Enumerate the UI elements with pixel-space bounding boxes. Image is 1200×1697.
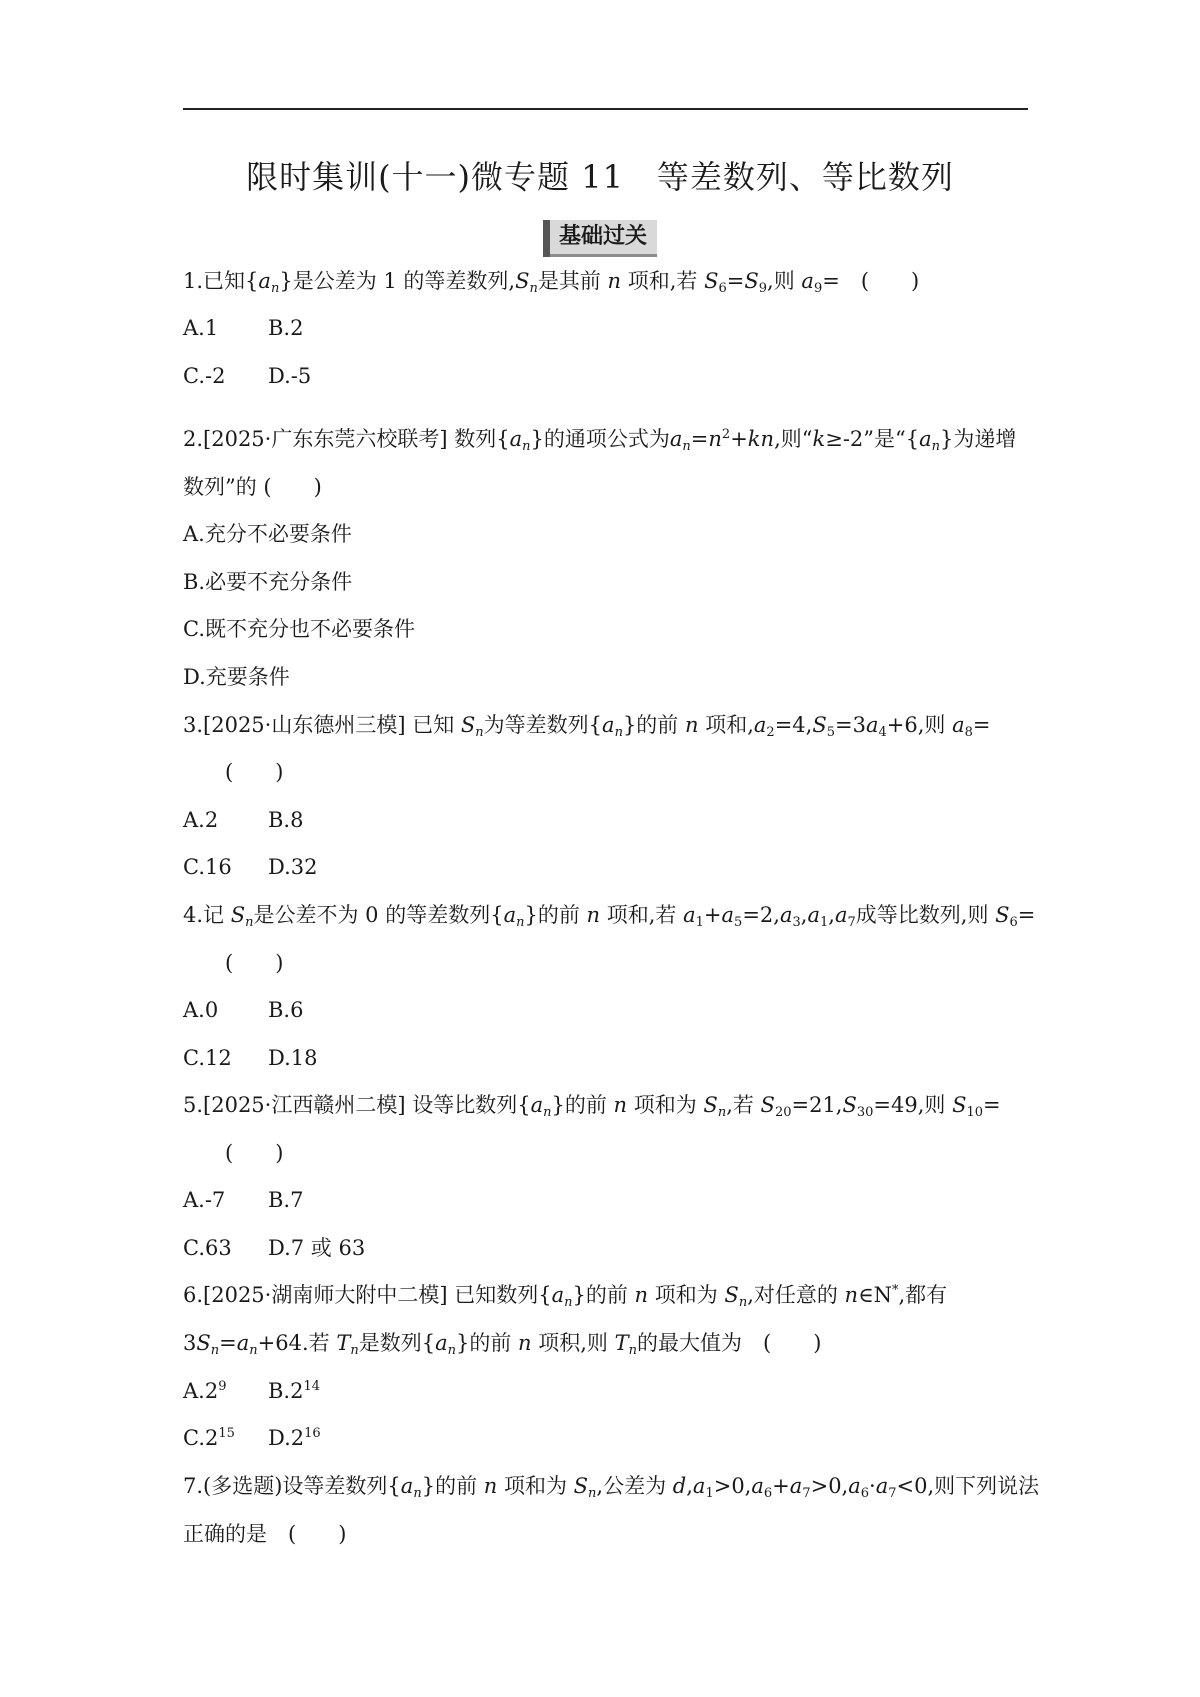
section-badge: 基础过关 <box>543 220 657 257</box>
option-d[interactable]: D.18 <box>268 1046 318 1070</box>
question-3-stem-line-1: 3.[2025·山东德州三模] 已知 $S_n$为等差数列$\{a_n\}$的前 n 项和$,a_2=4,S_5=3a_4+6$,则 $a_8=$ <box>183 713 991 740</box>
option-b[interactable]: B.6 <box>268 998 304 1022</box>
option-d[interactable]: D.充要条件 <box>183 665 290 689</box>
option-b[interactable]: B.7 <box>268 1188 304 1212</box>
answer-bracket: ( ) <box>225 760 284 784</box>
option-b[interactable]: B.8 <box>268 808 304 832</box>
option-c[interactable]: C.既不充分也不必要条件 <box>183 617 415 641</box>
question-6-stem-line-2: $3S_n=a_n+64$.若 $T_n$是数列$\{a_n\}$的前 n 项积,则 $T_n$的最大值为 ( ) <box>183 1331 822 1358</box>
question-5-options-row-2 <box>183 1233 366 1263</box>
option-b[interactable]: B.必要不充分条件 <box>183 570 353 594</box>
option-d[interactable]: D.7 或 63 <box>268 1236 366 1260</box>
option-c[interactable]: C.16 <box>183 855 232 879</box>
option-d[interactable]: $D.2^{16}$ <box>268 1426 321 1450</box>
option-d[interactable]: D.32 <box>268 855 318 879</box>
question-2-stem-line-2: 数列”的 ( ) <box>183 475 322 499</box>
top-rule <box>183 108 1028 110</box>
question-5-options-row-1 <box>183 1185 353 1215</box>
question-1-stem: 1.已知$\{a_n\}$是公差为 1 的等差数列$,S_n$是其前 n 项和,若 $S_6=S_9$,则 $a_9=$ ( ) <box>183 269 920 296</box>
question-6-options-row-2 <box>183 1423 353 1453</box>
option-b[interactable]: B.2 <box>268 316 304 340</box>
option-c[interactable]: C.63 <box>183 1236 232 1260</box>
question-1-options-row-1 <box>183 313 353 343</box>
option-d[interactable]: D.-5 <box>268 364 312 388</box>
question-7-stem-line-1: 7.(多选题)设等差数列$\{a_n\}$的前 n 项和为 $S_n$,公差为 $d,a_1>0,a_6+a_7>0,a_6\cdot a_7<0$,则下列说法 <box>183 1474 1040 1501</box>
question-5-stem-line-1: 5.[2025·江西赣州二模] 设等比数列$\{a_n\}$的前 n 项和为 $S_n$,若 $S_{20}=21,S_{30}=49$,则 $S_{10}=$ <box>183 1093 1001 1120</box>
option-a[interactable]: A.1 <box>183 316 219 340</box>
question-7-stem-line-2: 正确的是 ( ) <box>183 1522 347 1546</box>
answer-bracket: ( ) <box>225 1141 284 1165</box>
question-3-options-row-1 <box>183 805 353 835</box>
question-6-stem-line-1: 6.[2025·湖南师大附中二模] 已知数列$\{a_n\}$的前 n 项和为 $S_n$,对任意的 n∈N*,都有 <box>183 1283 948 1310</box>
question-2-stem-line-1: 2.[2025·广东东莞六校联考] 数列$\{a_n\}$的通项公式为$a_n=n^2+kn$,则“k≥-2”是“$\{a_n\}$为递增 <box>183 427 1017 454</box>
question-4-stem-line-1: 4.记 $S_n$是公差不为 0 的等差数列$\{a_n\}$的前 n 项和,若 $a_1+a_5=2,a_3,a_1,a_7$成等比数列,则 $S_6=$ <box>183 903 1036 930</box>
option-c[interactable]: C.12 <box>183 1046 232 1070</box>
question-4-options-row-2 <box>183 1043 353 1073</box>
section-badge-wrap <box>0 220 1200 257</box>
question-6-options-row-1 <box>183 1376 353 1406</box>
answer-bracket: ( ) <box>225 951 284 975</box>
question-4-options-row-1 <box>183 995 353 1025</box>
option-a[interactable]: A.-7 <box>183 1188 226 1212</box>
option-a[interactable]: $A.2^9$ <box>183 1379 227 1403</box>
option-c[interactable]: $C.2^{15}$ <box>183 1426 235 1450</box>
option-c[interactable]: C.-2 <box>183 364 226 388</box>
option-a[interactable]: A.2 <box>183 808 219 832</box>
question-3-options-row-2 <box>183 852 353 882</box>
option-a[interactable]: A.充分不必要条件 <box>183 522 352 546</box>
option-a[interactable]: A.0 <box>183 998 219 1022</box>
option-b[interactable]: $B.2^{14}$ <box>268 1379 321 1403</box>
question-1-options-row-2 <box>183 361 353 391</box>
page-title: 限时集训(十一)微专题 11 等差数列、等比数列 <box>246 158 954 196</box>
